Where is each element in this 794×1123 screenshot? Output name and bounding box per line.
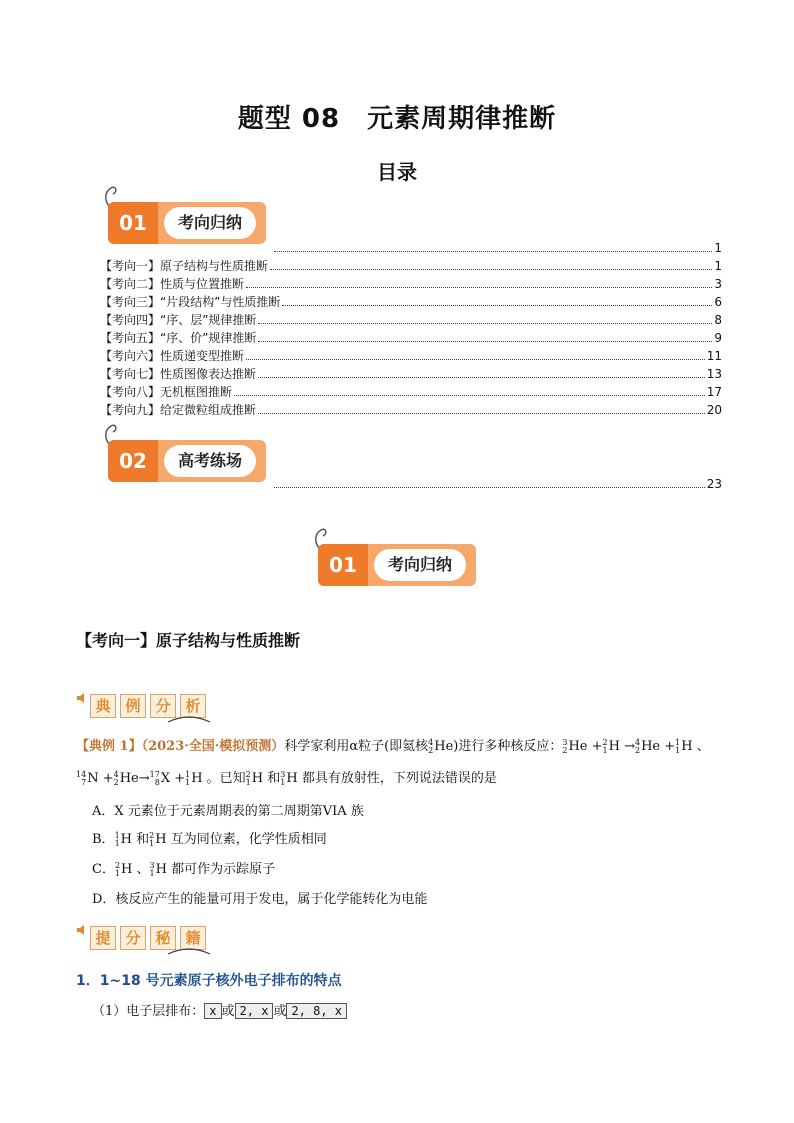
badge-label: 考向归纳 xyxy=(164,207,256,239)
badge-label: 考向归纳 xyxy=(374,549,466,581)
electron-layer-item: （1）电子层排布： x 或 2, x 或 2, 8, x xyxy=(92,1000,347,1019)
toc-entry[interactable]: 【考向八】无机框图推断 17 xyxy=(100,385,722,399)
toc-entry[interactable]: 23 xyxy=(272,474,722,492)
toc-heading: 目录 xyxy=(377,160,417,184)
example-line-1: 【典例 1】（2023·全国·模拟预测）科学家利用α粒子(即氦核4 2He)进行多种核反应：3 2He +2 1H →4 2He +1 1H 、 xyxy=(76,738,710,755)
speaker-icon xyxy=(76,692,88,704)
option-b[interactable]: B．1 1H 和2 1H 互为同位素，化学性质相同 xyxy=(92,831,327,848)
toc-entry[interactable]: 【考向九】给定微粒组成推断 20 xyxy=(100,403,722,417)
badge-number: 02 xyxy=(108,440,158,482)
option-a[interactable]: A．X 元素位于元素周期表的第二周期第VIA 族 xyxy=(92,804,364,819)
formula-box: x xyxy=(204,1003,221,1019)
toc-entry[interactable]: 【考向七】性质图像表达推断 13 xyxy=(100,367,722,381)
speaker-icon xyxy=(76,924,88,936)
toc-entry[interactable]: 【考向四】“序、层”规律推断 8 xyxy=(100,313,722,327)
subsection-heading: 1．1~18 号元素原子核外电子排布的特点 xyxy=(76,973,342,989)
toc-entry[interactable]: 【考向三】“片段结构”与性质推断 6 xyxy=(100,295,722,309)
toc-entry[interactable]: 1 xyxy=(272,238,722,256)
option-c[interactable]: C．2 1H 、3 1H 都可作为示踪原子 xyxy=(92,861,276,878)
section-badge-02 xyxy=(108,434,268,484)
formula-box: 2, 8, x xyxy=(286,1003,347,1019)
example-line-2: 14 7N +4 2He→17 8X +1 1H 。已知2 1H 和3 1H 都具有放射性，下列说法错误的是 xyxy=(76,770,497,787)
toc-entry[interactable]: 【考向二】性质与位置推断 3 xyxy=(100,277,722,291)
option-d[interactable]: D．核反应产生的能量可用于发电，属于化学能转化为电能 xyxy=(92,892,428,907)
toc-entry[interactable]: 【考向五】“序、价”规律推断 9 xyxy=(100,331,722,345)
badge-number: 01 xyxy=(108,202,158,244)
toc-entry[interactable]: 【考向六】性质递变型推断 11 xyxy=(100,349,722,363)
section-badge-01 xyxy=(108,196,268,246)
section-badge-01-main xyxy=(318,538,478,588)
section-heading: 【考向一】原子结构与性质推断 xyxy=(76,631,301,650)
swoosh-decoration xyxy=(166,946,212,956)
badge-label: 高考练场 xyxy=(164,445,256,477)
toc-entry[interactable]: 【考向一】原子结构与性质推断 1 xyxy=(100,259,722,273)
formula-box: 2, x xyxy=(235,1003,274,1019)
page-title: 题型 08 元素周期律推断 xyxy=(237,104,557,134)
swoosh-decoration xyxy=(166,714,212,724)
badge-number: 01 xyxy=(318,544,368,586)
